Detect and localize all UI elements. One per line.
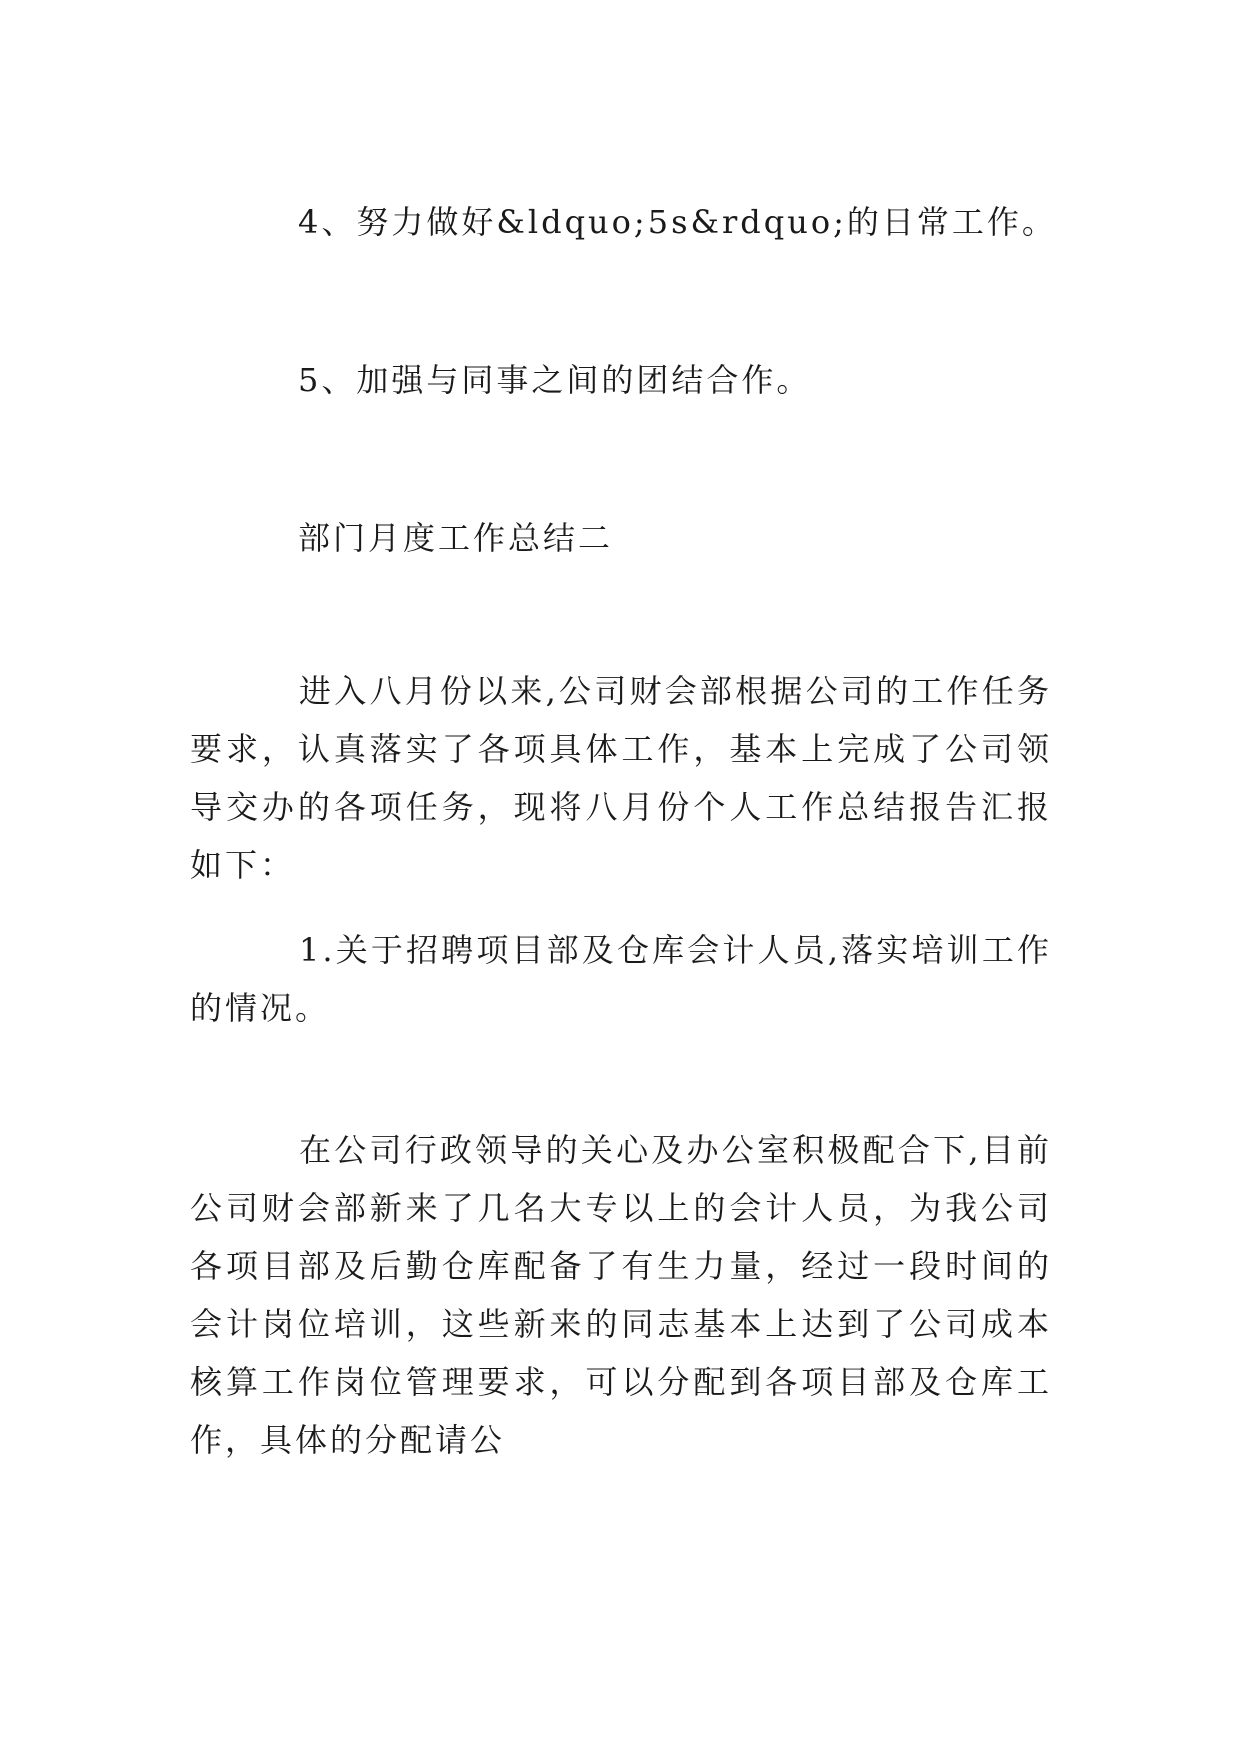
intro-paragraph: 进入八月份以来,公司财会部根据公司的工作任务要求，认真落实了各项具体工作，基本上完成了公司领导交办的各项任务，现将八月份个人工作总结报告汇报如下： (190, 672, 1052, 884)
list-item-5: 5、加强与同事之间的团结合作。 (298, 361, 812, 399)
point-1-heading: 1.关于招聘项目部及仓库会计人员,落实培训工作的情况。 (190, 931, 1052, 1027)
section-title: 部门月度工作总结二 (298, 519, 614, 557)
body-paragraph: 在公司行政领导的关心及办公室积极配合下,目前公司财会部新来了几名大专以上的会计人员，为我公司各项目部及后勤仓库配备了有生力量，经过一段时间的会计岗位培训，这些新来的同志基本上达到了公司成本核算工作岗位管理要求，可以分配到各项目部及仓库工作，具体的分配请公 (190, 1131, 1052, 1459)
list-item-4: 4、努力做好&ldquo;5s&rdquo;的日常工作。 (298, 203, 1057, 241)
